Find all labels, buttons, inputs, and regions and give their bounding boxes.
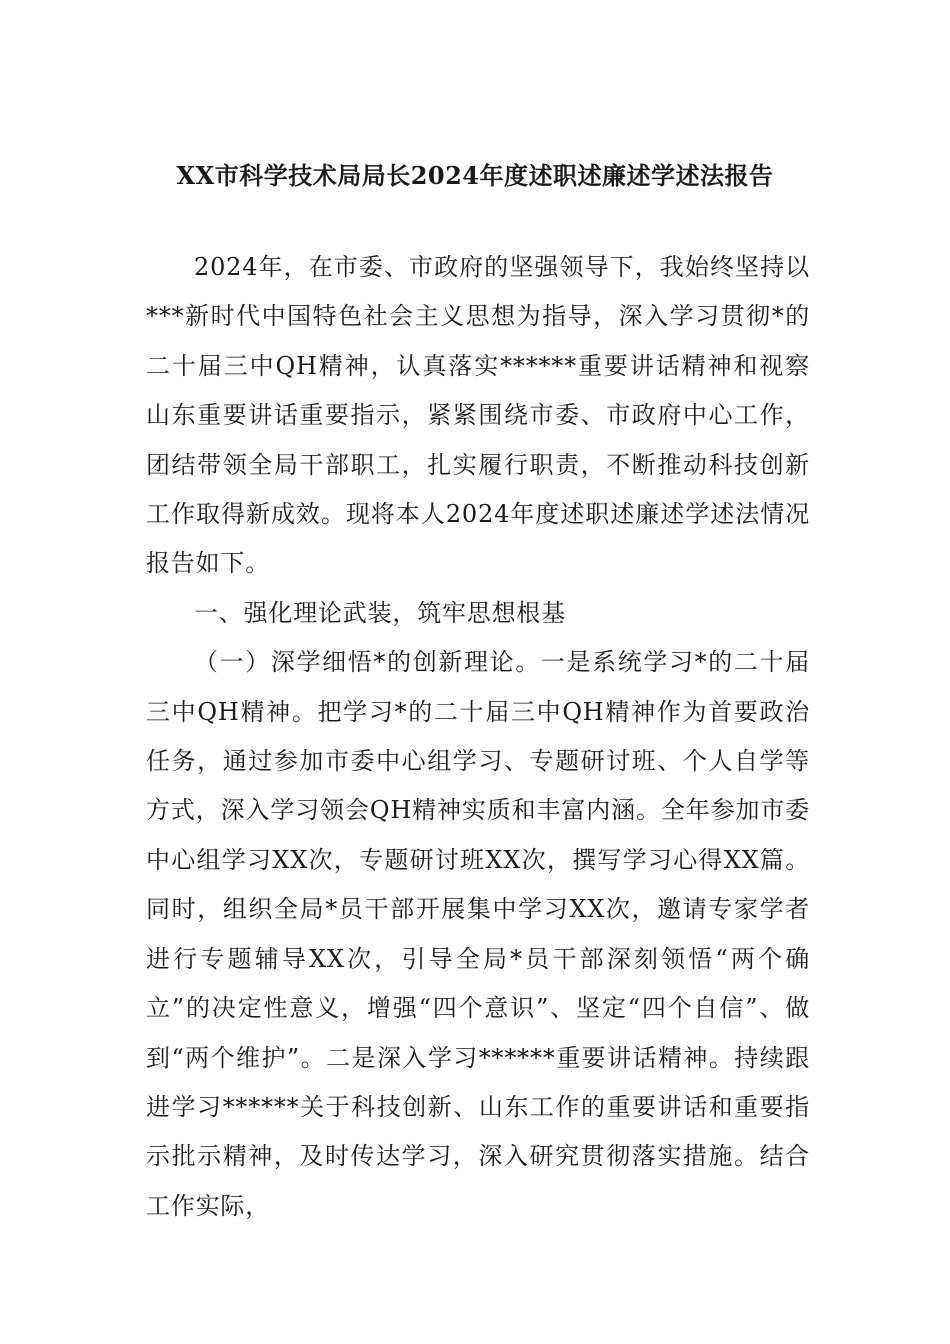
document-title: XX市科学技术局局长2024年度述职述廉述学述法报告 [176,161,774,190]
section-paragraph: （一）深学细悟*的创新理论。一是系统学习*的二十届三中QH精神。把学习*的二十届三中QH精神作为首要政治任务，通过参加市委中心组学习、专题研讨班、个人自学等方式，深入学习领会QH精神实质和丰富内涵。全年参加市委中心组学习XX次，专题研讨班XX次，撰写学习心得XX篇。同时，组织全局*员干部开展集中学习XX次，邀请专家学者进行专题辅导XX次，引导全局*员干部深刻领悟“两个确立”的决定性意义，增强“四个意识”、坚定“四个自信”、做到“两个维护”。二是深入学习******重要讲话精神。持续跟进学习******关于科技创新、山东工作的重要讲话和重要指示批示精神，及时传达学习，深入研究贯彻落实措施。结合工作实际， [146,648,810,1220]
intro-paragraph: 2024年，在市委、市政府的坚强领导下，我始终坚持以***新时代中国特色社会主义思想为指导，深入学习贯彻*的二十届三中QH精神，认真落实******重要讲话精神和视察山东重要讲话重要指示，紧紧围绕市委、市政府中心工作，团结带领全局干部职工，扎实履行职责，不断推动科技创新工作取得新成效。现将本人2024年度述职述廉述学述法情况报告如下。 [146,253,810,578]
document-body [146,243,810,1231]
section-heading: 一、强化理论武装，筑牢思想根基 [194,598,566,627]
